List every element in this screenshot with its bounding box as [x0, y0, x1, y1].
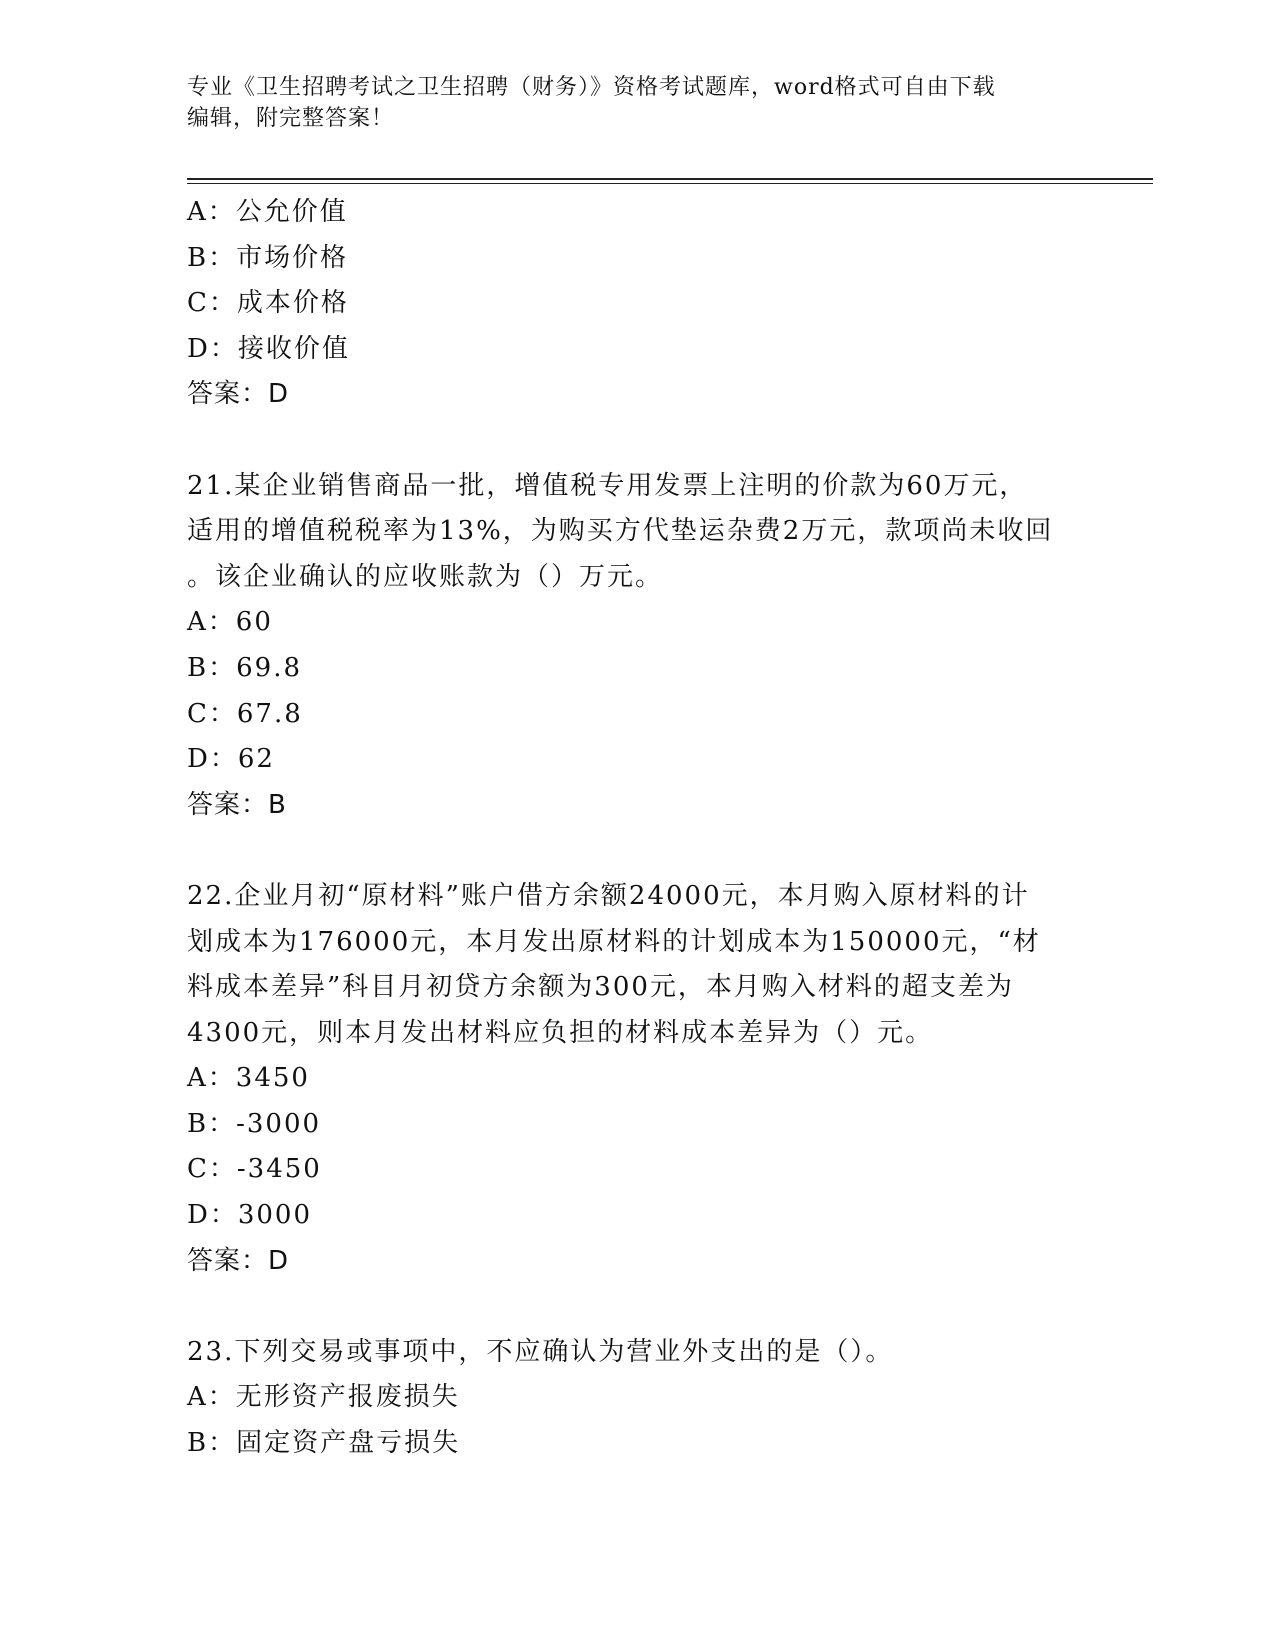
answer-line: 答案：B [187, 789, 287, 820]
option-c: C：成本价格 [187, 288, 349, 319]
spacer [187, 828, 1087, 874]
option-b: B：固定资产盘亏损失 [187, 1428, 461, 1459]
option-b: B：69.8 [187, 652, 302, 683]
prev-question-block [187, 190, 1087, 418]
spacer [187, 418, 1087, 464]
option-d: D：3000 [187, 1200, 313, 1231]
header-title-line-1: 专业《卫生招聘考试之卫生招聘（财务）》资格考试题库，word格式可自由下载 [187, 75, 996, 100]
option-b: B：-3000 [187, 1108, 322, 1139]
question-23-block [187, 1330, 1087, 1467]
option-d: D：接收价值 [187, 333, 350, 364]
question-21-text-line-3: 。该企业确认的应收账款为（）万元。 [187, 561, 664, 592]
question-21-text-line-1: 21.某企业销售商品一批，增值税专用发票上注明的价款为60万元， [187, 470, 1028, 501]
question-22-text-line-3: 料成本差异”科目月初贷方余额为300元，本月购入材料的超支差为 [187, 972, 1014, 1003]
question-content [187, 190, 1087, 1467]
header-title-line-2: 编辑，附完整答案！ [187, 106, 395, 131]
option-c: C：-3450 [187, 1154, 322, 1185]
option-a: A：3450 [187, 1063, 310, 1094]
option-b: B：市场价格 [187, 242, 349, 273]
option-c: C：67.8 [187, 698, 303, 729]
spacer [187, 1284, 1087, 1330]
header-divider [187, 178, 1153, 184]
document-header [187, 72, 1087, 134]
option-a: A：60 [187, 607, 273, 638]
option-a: A：无形资产报废损失 [187, 1382, 460, 1413]
question-21-text-line-2: 适用的增值税税率为13%，为购买方代垫运杂费2万元，款项尚未收回 [187, 516, 1054, 547]
question-22-text-line-2: 划成本为176000元，本月发出原材料的计划成本为150000元，“材 [187, 926, 1041, 957]
option-d: D：62 [187, 744, 275, 775]
answer-line: 答案：D [187, 379, 290, 410]
answer-line: 答案：D [187, 1245, 290, 1276]
option-a: A：公允价值 [187, 197, 348, 227]
question-22-text-line-4: 4300元，则本月发出材料应负担的材料成本差异为（）元。 [187, 1017, 934, 1048]
question-22-text-line-1: 22.企业月初“原材料”账户借方余额24000元，本月购入原材料的计 [187, 880, 1030, 911]
question-22-block [187, 874, 1087, 1284]
question-23-text-line-1: 23.下列交易或事项中，不应确认为营业外支出的是（）。 [187, 1336, 894, 1367]
question-21-block [187, 464, 1087, 829]
